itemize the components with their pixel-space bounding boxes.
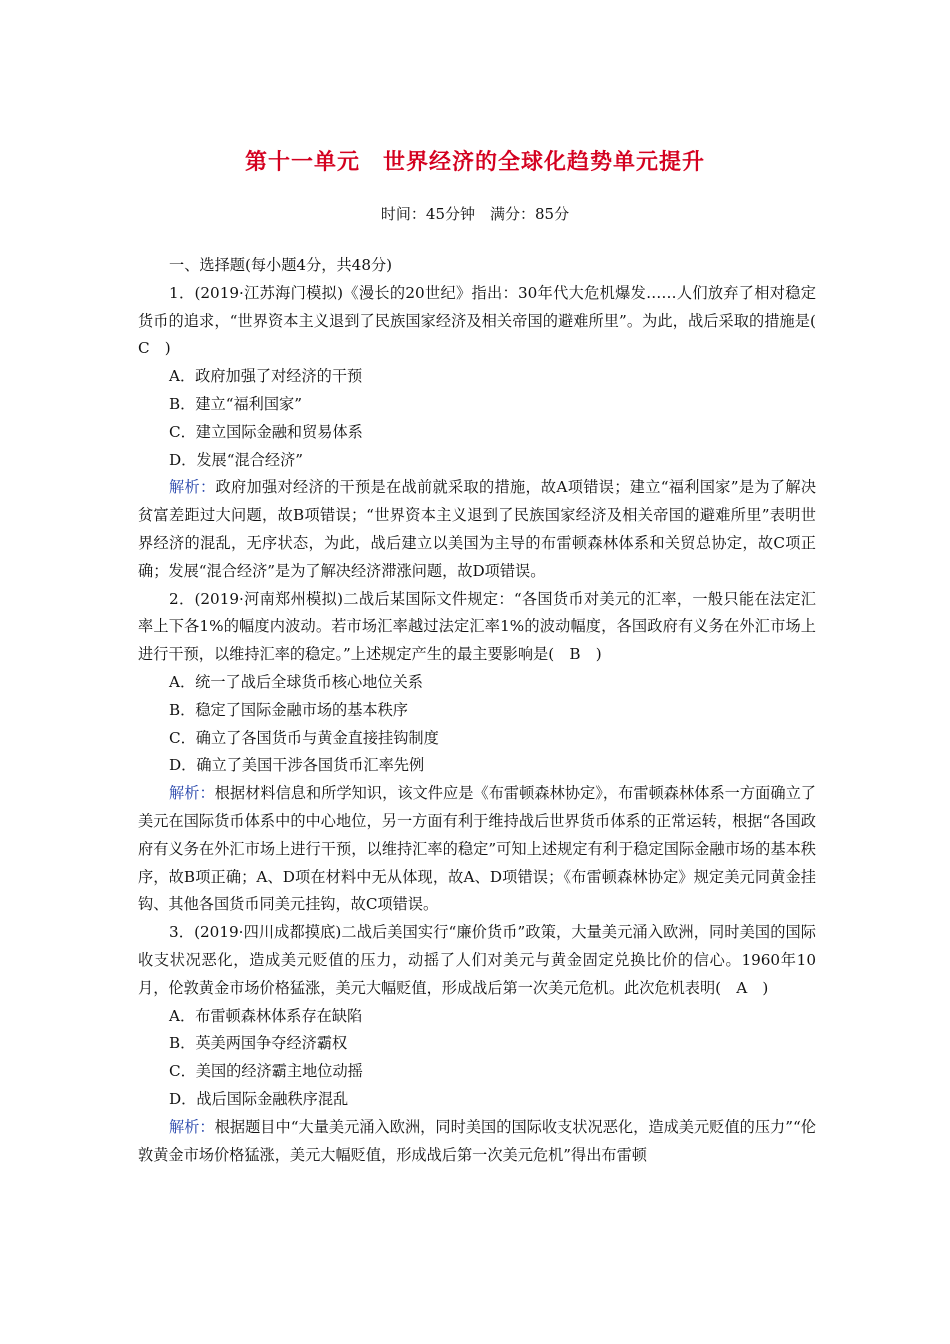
exam-meta: 时间：45分钟 满分：85分 — [380, 205, 570, 223]
analysis-label: 解析： — [169, 784, 215, 803]
page-title: 第十一单元 世界经济的全球化趋势单元提升 — [244, 150, 705, 175]
question-3-option-c: C．美国的经济霸主地位动摇 — [169, 1062, 363, 1081]
question-1-stem: 1．(2019·江苏海门模拟)《漫长的20世纪》指出：30年代大危机爆发……人们放弃了相对稳定货币的追求，“世界资本主义退到了民族国家经济及相关帝国的避难所里”。为此，战后采取的措施是( C ) — [138, 283, 832, 358]
question-1-option-c: C．建立国际金融和贸易体系 — [169, 422, 363, 441]
question-3-option-a: A．布雷顿森林体系存在缺陷 — [169, 1006, 363, 1025]
analysis-label: 解析： — [169, 478, 216, 497]
question-2-option-a: A．统一了战后全球货币核心地位关系 — [169, 672, 423, 691]
question-3-analysis — [138, 1114, 816, 1170]
analysis-label: 解析： — [169, 1117, 215, 1136]
question-2-analysis — [138, 780, 816, 919]
question-2-stem: 2．(2019·河南郑州模拟)二战后某国际文件规定：“各国货币对美元的汇率，一般只能在法定汇率上下各1%的幅度内波动。若市场汇率越过法定汇率1%的波动幅度，各国政府有义务在外汇市场上进行干预，以维持汇率的稳定。”上述规定产生的最主要影响是( B ) — [138, 589, 816, 664]
document-body — [138, 252, 832, 1169]
question-3-stem: 3．(2019·四川成都摸底)二战后美国实行“廉价货币”政策，大量美元涌入欧洲，同时美国的国际收支状况恶化，造成美元贬值的压力，动摇了人们对美元与黄金固定兑换比价的信心。1960年10月，伦敦黄金市场价格猛涨，美元大幅贬值，形成战后第一次美元危机。此次危机表明( A ) — [138, 923, 816, 997]
section-heading: 一、选择题(每小题4分，共48分) — [169, 256, 393, 274]
question-1-analysis-text: 政府加强对经济的干预是在战前就采取的措施，故A项错误；建立“福利国家”是为了解决贫富差距过大问题，故B项错误；“世界资本主义退到了民族国家经济及相关帝国的避难所里”表明世界经济的混乱，无序状态，为此，战后建立以美国为主导的布雷顿森林体系和关贸总协定，故C项正确；发展“混合经济”是为了解决经济滞涨问题，故D项错误。 — [138, 478, 817, 580]
question-1-option-a: A．政府加强了对经济的干预 — [169, 367, 363, 386]
question-2-analysis-text: 根据材料信息和所学知识，该文件应是《布雷顿森林协定》，布雷顿森林体系一方面确立了美元在国际货币体系中的中心地位，另一方面有利于维持战后世界货币体系的正常运转，根据“各国政府有义务在外汇市场上进行干预，以维持汇率的稳定”可知上述规定有利于稳定国际金融市场的基本秩序，故B项正确；A、D项在材料中无从体现，故A、D项错误；《布雷顿森林协定》规定美元同黄金挂钩、其他各国货币同美元挂钩，故C项错误。 — [138, 784, 816, 914]
question-1-analysis — [138, 474, 816, 585]
question-3-option-d: D．战后国际金融秩序混乱 — [169, 1089, 349, 1108]
question-2-option-c: C．确立了各国货币与黄金直接挂钩制度 — [169, 728, 439, 747]
question-2-option-d: D．确立了美国干涉各国货币汇率先例 — [169, 756, 425, 775]
question-1-option-b: B．建立“福利国家” — [169, 394, 303, 413]
question-1-option-d: D．发展“混合经济” — [169, 450, 304, 469]
question-3-analysis-text: 根据题目中“大量美元涌入欧洲，同时美国的国际收支状况恶化，造成美元贬值的压力”“伦敦黄金市场价格猛涨，美元大幅贬值，形成战后第一次美元危机”得出布雷顿 — [138, 1117, 817, 1164]
question-2-option-b: B．稳定了国际金融市场的基本秩序 — [169, 700, 408, 719]
question-3-option-b: B．英美两国争夺经济霸权 — [169, 1034, 348, 1053]
